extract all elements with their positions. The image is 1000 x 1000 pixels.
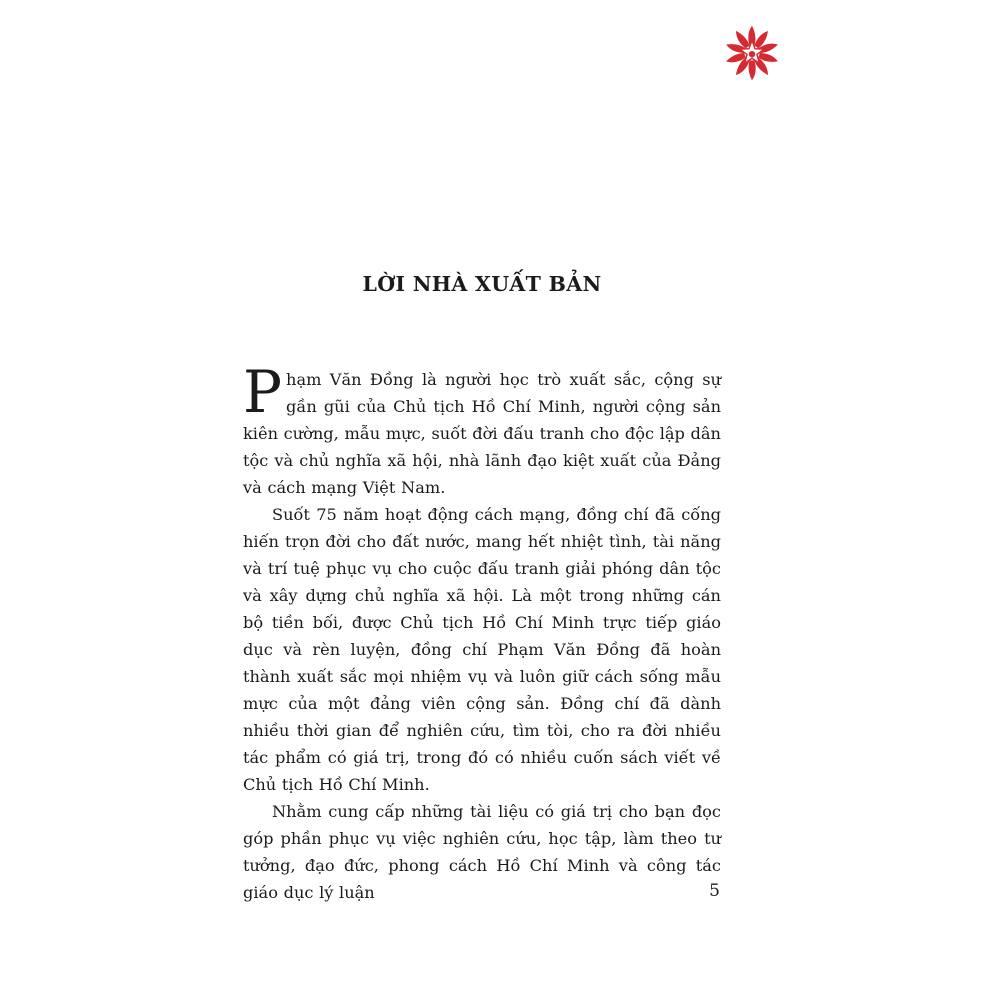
logo-petal — [749, 61, 756, 80]
page-number: 5 — [709, 881, 720, 901]
paragraph-2: Suốt 75 năm hoạt động cách mạng, đồng chí đã cống hiến trọn đời cho đất nước, mang hết nhiệt tình, tài năng và trí tuệ phục vụ cho cuộc đấu tranh giải phóng dân tộc và xây dựng chủ nghĩa xã hội. Là một trong những cán bộ tiền bối, được Chủ tịch Hồ Chí Minh trực tiếp giáo dục và rèn luyện, đồng chí Phạm Văn Đồng đã hoàn thành xuất sắc mọi nhiệm vụ và luôn giữ cách sống mẫu mực của một đảng viên cộng sản. Đồng chí đã dành nhiều thời gian để nghiên cứu, tìm tòi, cho ra đời nhiều tác phẩm có giá trị, trong đó có nhiều cuốn sách viết về Chủ tịch Hồ Chí Minh. — [243, 505, 721, 794]
drop-cap: P — [243, 358, 283, 426]
publisher-star-logo-icon — [723, 24, 781, 82]
paragraph-1-text: hạm Văn Đồng là người học trò xuất sắc, cộng sự gần gũi của Chủ tịch Hồ Chí Minh, người cộng sản kiên cường, mẫu mực, suốt đời đấu tranh cho độc lập dân tộc và chủ nghĩa xã hội, nhà lãnh đạo kiệt xuất của Đảng và cách mạng Việt Nam. — [243, 370, 721, 497]
page-title: LỜI NHÀ XUẤT BẢN — [362, 272, 602, 296]
paragraph-3: Nhằm cung cấp những tài liệu có giá trị cho bạn đọc góp phần phục vụ việc nghiên cứu, học tập, làm theo tư tưởng, đạo đức, phong cách Hồ Chí Minh và công tác giáo dục lý luận — [243, 802, 721, 902]
logo-petal — [759, 53, 778, 61]
preface-body — [243, 358, 721, 906]
logo-center — [749, 51, 755, 57]
paragraph-1 — [243, 358, 721, 501]
